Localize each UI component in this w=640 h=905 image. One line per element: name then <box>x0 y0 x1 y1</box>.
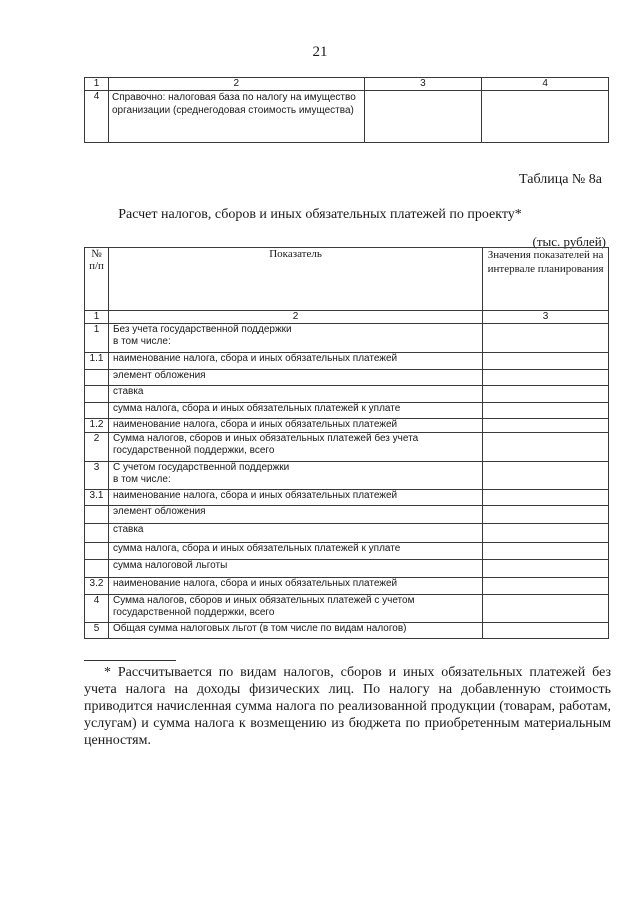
row-indicator: С учетом государственной поддержки в том числе: <box>108 462 482 490</box>
row-indicator: наименование налога, сбора и иных обязательных платежей <box>108 419 482 433</box>
page-number: 21 <box>312 44 328 60</box>
table-row <box>85 524 609 543</box>
row-number <box>85 403 109 419</box>
row-value <box>483 353 609 370</box>
table-row <box>85 78 609 91</box>
row-indicator: наименование налога, сбора и иных обязательных платежей <box>108 490 482 506</box>
header-values: Значения показателей на интервале планирования <box>483 248 609 311</box>
row-value <box>483 419 609 433</box>
row-number <box>85 524 109 543</box>
row-number: 4 <box>85 91 109 143</box>
index-row <box>85 311 609 324</box>
row-number: 1.2 <box>85 419 109 433</box>
table-row <box>85 353 609 370</box>
continued-table <box>84 77 609 143</box>
row-number: 3 <box>85 462 109 490</box>
row-cell-4 <box>482 91 609 143</box>
row-indicator: сумма налога, сбора и иных обязательных платежей к уплате <box>108 403 482 419</box>
row-value <box>483 370 609 386</box>
row-number <box>85 386 109 403</box>
row-value <box>483 578 609 595</box>
row-text: Справочно: налоговая база по налогу на имущество организации (среднегодовая стоимость имущества) <box>108 91 364 143</box>
col-index-3: 3 <box>364 78 482 91</box>
col-index-4: 4 <box>482 78 609 91</box>
table-heading: Расчет налогов, сборов и иных обязательных платежей по проекту* <box>118 207 522 222</box>
row-indicator: элемент обложения <box>108 370 482 386</box>
table-row <box>85 433 609 462</box>
units-label: (тыс. рублей) <box>532 234 606 249</box>
row-number: 5 <box>85 623 109 639</box>
table-caption: Таблица № 8а <box>519 172 602 187</box>
row-number <box>85 560 109 578</box>
row-indicator: Сумма налогов, сборов и иных обязательных платежей с учетом государственной поддержки, всего <box>108 595 482 623</box>
col-index-2: 2 <box>108 78 364 91</box>
row-number: 2 <box>85 433 109 462</box>
row-value <box>483 524 609 543</box>
table-row <box>85 403 609 419</box>
row-number: 1.1 <box>85 353 109 370</box>
table-row <box>85 543 609 560</box>
col-index-3: 3 <box>483 311 609 324</box>
row-number: 3.1 <box>85 490 109 506</box>
row-value <box>483 462 609 490</box>
footnote-divider <box>84 660 176 661</box>
row-number <box>85 506 109 524</box>
row-number: 1 <box>85 324 109 353</box>
table-row <box>85 324 609 353</box>
table-row <box>85 560 609 578</box>
table-row <box>85 595 609 623</box>
row-indicator: Общая сумма налоговых льгот (в том числе по видам налогов) <box>108 623 482 639</box>
row-value <box>483 403 609 419</box>
table-row <box>85 419 609 433</box>
header-row <box>85 248 609 311</box>
row-value <box>483 433 609 462</box>
row-number <box>85 370 109 386</box>
tax-calculation-table <box>84 247 609 639</box>
table-row <box>85 370 609 386</box>
table-row <box>85 91 609 143</box>
row-indicator: Сумма налогов, сборов и иных обязательных платежей без учета государственной поддержки, всего <box>108 433 482 462</box>
row-indicator: ставка <box>108 524 482 543</box>
table-row <box>85 490 609 506</box>
col-index-1: 1 <box>85 311 109 324</box>
row-number: 3.2 <box>85 578 109 595</box>
table-row <box>85 623 609 639</box>
row-value <box>483 490 609 506</box>
row-indicator: сумма налога, сбора и иных обязательных платежей к уплате <box>108 543 482 560</box>
row-value <box>483 595 609 623</box>
header-indicator: Показатель <box>108 248 482 311</box>
row-value <box>483 324 609 353</box>
row-indicator: ставка <box>108 386 482 403</box>
row-value <box>483 623 609 639</box>
row-indicator: Без учета государственной поддержки в том числе: <box>108 324 482 353</box>
table-row <box>85 386 609 403</box>
footnote: * Рассчитывается по видам налогов, сборов и иных обязательных платежей без учета налога на доходы физических лиц. По налогу на добавленную стоимость приводится начисленная сумма налога по реализованной продукции (товарам, работам, услугам) и сумма налога к возмещению из бюджета по приобретенным материальным ценностям. <box>84 665 611 748</box>
row-indicator: наименование налога, сбора и иных обязательных платежей <box>108 353 482 370</box>
header-number: № п/п <box>85 248 109 311</box>
row-number <box>85 543 109 560</box>
col-index-2: 2 <box>108 311 482 324</box>
row-value <box>483 543 609 560</box>
row-value <box>483 560 609 578</box>
row-indicator: наименование налога, сбора и иных обязательных платежей <box>108 578 482 595</box>
row-value <box>483 506 609 524</box>
row-indicator: элемент обложения <box>108 506 482 524</box>
col-index-1: 1 <box>85 78 109 91</box>
table-row <box>85 506 609 524</box>
table-row <box>85 578 609 595</box>
row-number: 4 <box>85 595 109 623</box>
table-row <box>85 462 609 490</box>
row-cell-3 <box>364 91 482 143</box>
row-indicator: сумма налоговой льготы <box>108 560 482 578</box>
row-value <box>483 386 609 403</box>
